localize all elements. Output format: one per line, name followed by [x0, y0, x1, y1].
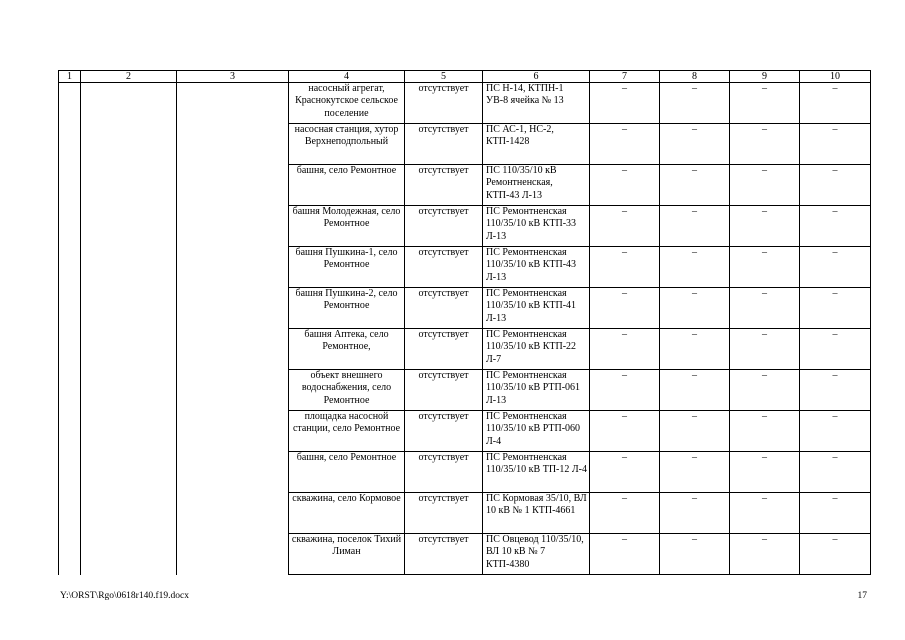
object-cell: башня, село Ремонтное — [289, 165, 405, 206]
empty-cell — [81, 124, 177, 165]
column-header: 10 — [800, 71, 871, 83]
value-cell: – — [590, 411, 660, 452]
object-cell: площадка насосной станции, село Ремонтное — [289, 411, 405, 452]
power-source-cell: ПС Овцевод 110/35/10, ВЛ 10 кВ № 7 КТП-4380 — [483, 534, 590, 575]
status-cell: отсутствует — [405, 247, 483, 288]
object-cell: объект внешнего водоснабжения, село Ремонтное — [289, 370, 405, 411]
document-table — [58, 70, 871, 575]
value-cell: – — [800, 165, 871, 206]
empty-cell — [81, 534, 177, 575]
value-cell: – — [660, 206, 730, 247]
power-source-cell: ПС Н-14, КТПН-1 УВ-8 ячейка № 13 — [483, 83, 590, 124]
table-row — [59, 493, 871, 534]
value-cell: – — [730, 206, 800, 247]
object-cell: башня Молодежная, село Ремонтное — [289, 206, 405, 247]
table-row — [59, 124, 871, 165]
value-cell: – — [730, 124, 800, 165]
object-cell: скважина, село Кормовое — [289, 493, 405, 534]
power-source-cell: ПС Ремонтненская 110/35/10 кВ РТП-060 Л-4 — [483, 411, 590, 452]
value-cell: – — [800, 411, 871, 452]
value-cell: – — [590, 83, 660, 124]
empty-cell — [177, 247, 289, 288]
empty-cell — [177, 370, 289, 411]
value-cell: – — [590, 534, 660, 575]
value-cell: – — [800, 288, 871, 329]
value-cell: – — [730, 329, 800, 370]
table-row — [59, 288, 871, 329]
value-cell: – — [800, 329, 871, 370]
table-row — [59, 83, 871, 124]
empty-cell — [177, 206, 289, 247]
power-source-cell: ПС 110/35/10 кВ Ремонтненская, КТП-43 Л-13 — [483, 165, 590, 206]
value-cell: – — [660, 370, 730, 411]
empty-cell — [177, 83, 289, 124]
column-header: 3 — [177, 71, 289, 83]
empty-cell — [81, 247, 177, 288]
value-cell: – — [590, 452, 660, 493]
value-cell: – — [660, 534, 730, 575]
status-cell: отсутствует — [405, 288, 483, 329]
value-cell: – — [660, 247, 730, 288]
column-header: 8 — [660, 71, 730, 83]
power-source-cell: ПС Кормовая 35/10, ВЛ 10 кВ № 1 КТП-4661 — [483, 493, 590, 534]
value-cell: – — [590, 247, 660, 288]
power-source-cell: ПС Ремонтненская 110/35/10 кВ КТП-33 Л-13 — [483, 206, 590, 247]
value-cell: – — [730, 411, 800, 452]
table-row — [59, 534, 871, 575]
empty-cell — [177, 534, 289, 575]
column-header: 9 — [730, 71, 800, 83]
empty-cell — [177, 411, 289, 452]
status-cell: отсутствует — [405, 165, 483, 206]
empty-cell — [59, 247, 81, 288]
column-header: 5 — [405, 71, 483, 83]
header-row — [59, 71, 871, 83]
value-cell: – — [800, 534, 871, 575]
table-row — [59, 206, 871, 247]
empty-cell — [81, 452, 177, 493]
value-cell: – — [800, 370, 871, 411]
column-header: 7 — [590, 71, 660, 83]
empty-cell — [59, 329, 81, 370]
empty-cell — [81, 83, 177, 124]
value-cell: – — [800, 83, 871, 124]
value-cell: – — [660, 493, 730, 534]
empty-cell — [59, 288, 81, 329]
empty-cell — [59, 452, 81, 493]
value-cell: – — [730, 247, 800, 288]
empty-cell — [81, 329, 177, 370]
value-cell: – — [730, 288, 800, 329]
value-cell: – — [800, 493, 871, 534]
value-cell: – — [800, 206, 871, 247]
empty-cell — [177, 452, 289, 493]
column-header: 1 — [59, 71, 81, 83]
empty-cell — [177, 288, 289, 329]
empty-cell — [59, 370, 81, 411]
value-cell: – — [730, 452, 800, 493]
footer-file-path: Y:\ORST\Rgo\0618r140.f19.docx — [60, 591, 189, 601]
value-cell: – — [730, 370, 800, 411]
value-cell: – — [730, 165, 800, 206]
power-source-cell: ПС Ремонтненская 110/35/10 кВ КТП-22 Л-7 — [483, 329, 590, 370]
empty-cell — [59, 165, 81, 206]
value-cell: – — [660, 452, 730, 493]
empty-cell — [81, 206, 177, 247]
value-cell: – — [730, 83, 800, 124]
value-cell: – — [660, 124, 730, 165]
value-cell: – — [590, 329, 660, 370]
object-cell: насосный агрегат, Краснокутское сельское поселение — [289, 83, 405, 124]
object-cell: скважина, поселок Тихий Лиман — [289, 534, 405, 575]
column-header: 4 — [289, 71, 405, 83]
column-header: 2 — [81, 71, 177, 83]
value-cell: – — [660, 411, 730, 452]
value-cell: – — [730, 534, 800, 575]
value-cell: – — [800, 247, 871, 288]
value-cell: – — [800, 452, 871, 493]
empty-cell — [59, 411, 81, 452]
object-cell: башня Пушкина-2, село Ремонтное — [289, 288, 405, 329]
status-cell: отсутствует — [405, 370, 483, 411]
value-cell: – — [730, 493, 800, 534]
empty-cell — [81, 165, 177, 206]
table-row — [59, 411, 871, 452]
value-cell: – — [800, 124, 871, 165]
power-source-cell: ПС Ремонтненская 110/35/10 кВ КТП-43 Л-13 — [483, 247, 590, 288]
empty-cell — [81, 493, 177, 534]
empty-cell — [81, 411, 177, 452]
object-cell: башня Аптека, село Ремонтное, — [289, 329, 405, 370]
empty-cell — [59, 124, 81, 165]
value-cell: – — [590, 165, 660, 206]
table-row — [59, 247, 871, 288]
column-header: 6 — [483, 71, 590, 83]
table-row — [59, 370, 871, 411]
object-cell: башня Пушкина-1, село Ремонтное — [289, 247, 405, 288]
empty-cell — [59, 206, 81, 247]
value-cell: – — [590, 288, 660, 329]
value-cell: – — [660, 329, 730, 370]
power-source-cell: ПС Ремонтненская 110/35/10 кВ РТП-061 Л-13 — [483, 370, 590, 411]
status-cell: отсутствует — [405, 411, 483, 452]
power-source-cell: ПС Ремонтненская 110/35/10 кВ ТП-12 Л-4 — [483, 452, 590, 493]
empty-cell — [177, 165, 289, 206]
value-cell: – — [590, 370, 660, 411]
status-cell: отсутствует — [405, 329, 483, 370]
table-row — [59, 452, 871, 493]
value-cell: – — [660, 288, 730, 329]
empty-cell — [177, 493, 289, 534]
status-cell: отсутствует — [405, 206, 483, 247]
object-cell: башня, село Ремонтное — [289, 452, 405, 493]
table-row — [59, 329, 871, 370]
status-cell: отсутствует — [405, 83, 483, 124]
status-cell: отсутствует — [405, 452, 483, 493]
value-cell: – — [590, 124, 660, 165]
power-source-cell: ПС АС-1, НС-2, КТП-1428 — [483, 124, 590, 165]
status-cell: отсутствует — [405, 493, 483, 534]
table-body — [59, 83, 871, 575]
power-source-cell: ПС Ремонтненская 110/35/10 кВ КТП-41 Л-13 — [483, 288, 590, 329]
table-row — [59, 165, 871, 206]
value-cell: – — [660, 83, 730, 124]
empty-cell — [59, 493, 81, 534]
status-cell: отсутствует — [405, 534, 483, 575]
empty-cell — [59, 534, 81, 575]
object-cell: насосная станция, хутор Верхнеподпольный — [289, 124, 405, 165]
page-number: 17 — [857, 591, 867, 601]
empty-cell — [177, 329, 289, 370]
empty-cell — [177, 124, 289, 165]
status-cell: отсутствует — [405, 124, 483, 165]
value-cell: – — [660, 165, 730, 206]
value-cell: – — [590, 493, 660, 534]
empty-cell — [59, 83, 81, 124]
value-cell: – — [590, 206, 660, 247]
empty-cell — [81, 288, 177, 329]
empty-cell — [81, 370, 177, 411]
